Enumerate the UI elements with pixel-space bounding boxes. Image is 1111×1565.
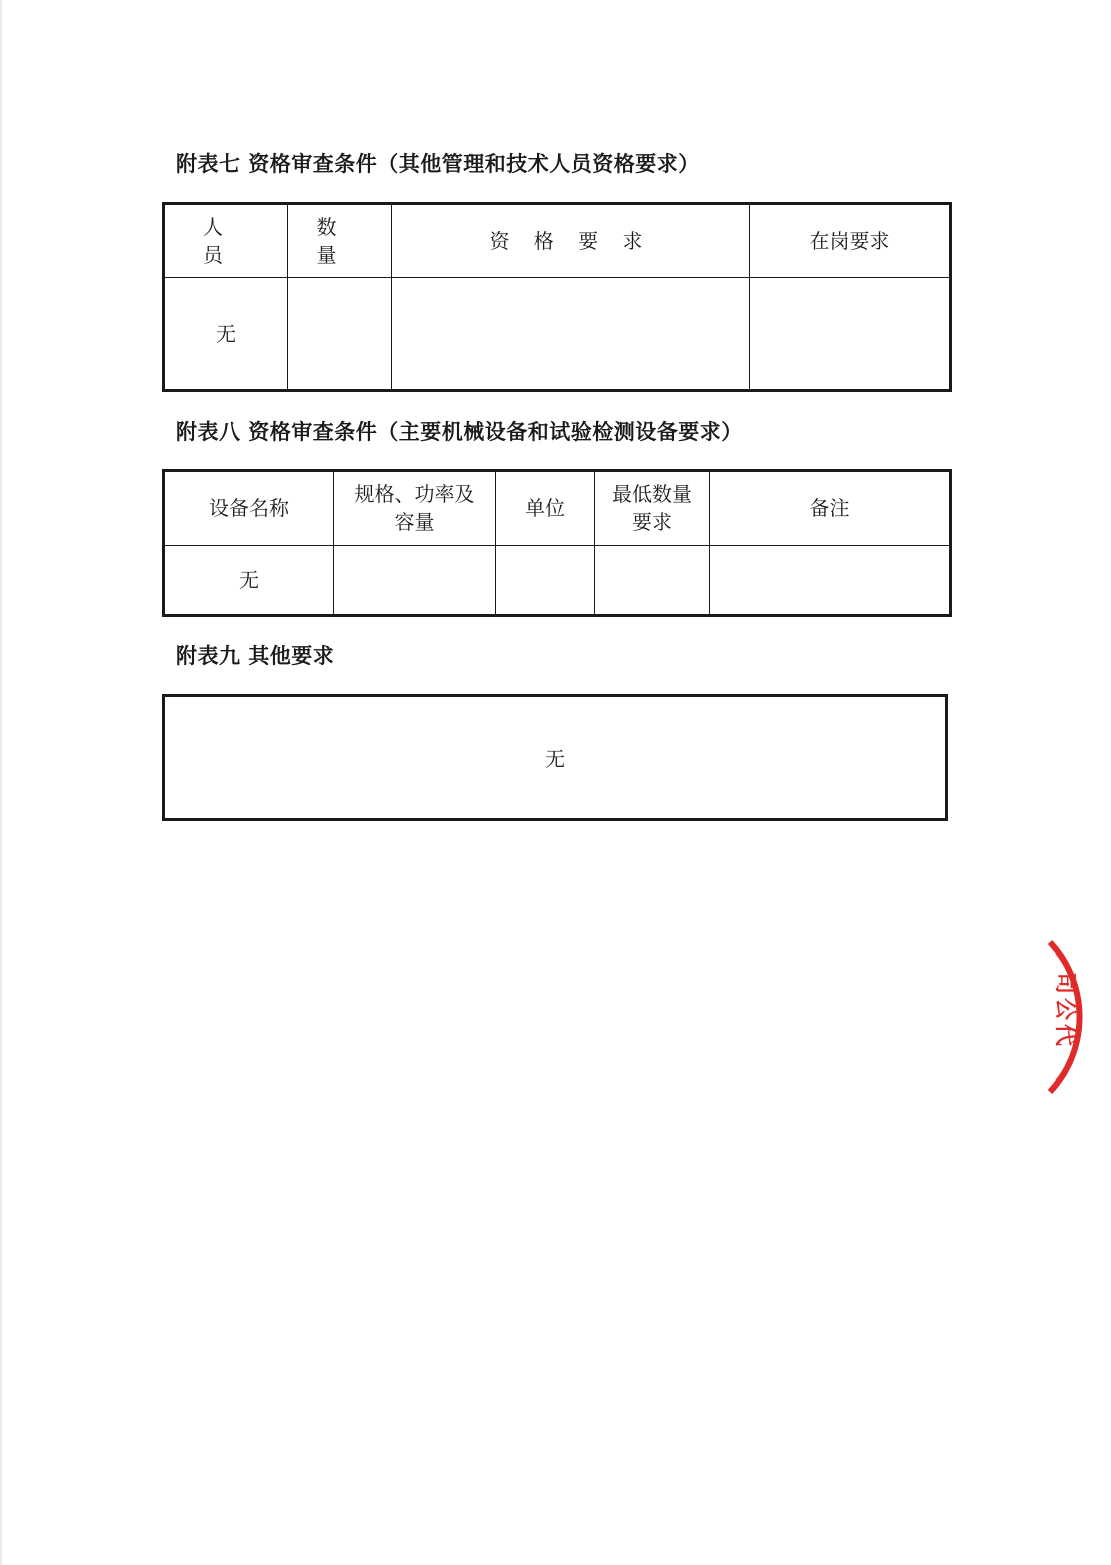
header-remarks: 备注	[710, 471, 951, 546]
other-requirements-box	[162, 694, 948, 821]
header-equipment-name: 设备名称	[164, 471, 334, 546]
header-on-duty	[750, 204, 951, 278]
header-quantity-label: 数 量	[316, 215, 363, 267]
cell-personnel: 无	[164, 278, 288, 391]
header-spec-line2: 容量	[394, 510, 435, 535]
cell-unit	[496, 545, 595, 616]
table-header-row	[164, 204, 951, 278]
table-row	[164, 545, 951, 616]
table-row	[164, 278, 951, 391]
cell-remarks	[710, 545, 951, 616]
cell-qualification	[392, 278, 750, 391]
cell-spec	[334, 545, 496, 616]
section7-table	[162, 202, 952, 392]
seal-text-group	[1052, 972, 1078, 1050]
cell-quantity	[288, 278, 392, 391]
cell-on-duty	[750, 278, 951, 391]
header-min-qty-line1: 最低数量	[612, 482, 692, 507]
section9-title: 附表九 其他要求	[176, 644, 335, 668]
header-personnel	[164, 204, 288, 278]
header-unit: 单位	[496, 471, 595, 546]
company-seal-stamp	[1022, 932, 1111, 1102]
table-header-row	[164, 471, 951, 546]
header-min-qty-line2: 要求	[632, 510, 672, 535]
header-spec-line1: 规格、功率及	[354, 482, 475, 507]
header-personnel-label: 人 员	[203, 215, 249, 267]
cell-equipment-name: 无	[164, 545, 334, 616]
header-spec	[334, 471, 496, 546]
header-qualification-label: 资 格 要 求	[489, 229, 652, 253]
cell-min-qty	[595, 545, 710, 616]
header-min-qty	[595, 471, 710, 546]
header-on-duty-label: 在岗要求	[809, 229, 890, 253]
section8-title: 附表八 资格审查条件（主要机械设备和试验检测设备要求）	[176, 420, 743, 444]
other-requirements-text: 无	[545, 747, 565, 771]
seal-graphic	[1022, 932, 1111, 1102]
header-qualification	[392, 204, 750, 278]
section8-table	[162, 469, 952, 617]
header-quantity	[288, 204, 392, 278]
seal-text: 司公代	[1052, 972, 1077, 1051]
section7-title: 附表七 资格审查条件（其他管理和技术人员资格要求）	[176, 152, 700, 176]
